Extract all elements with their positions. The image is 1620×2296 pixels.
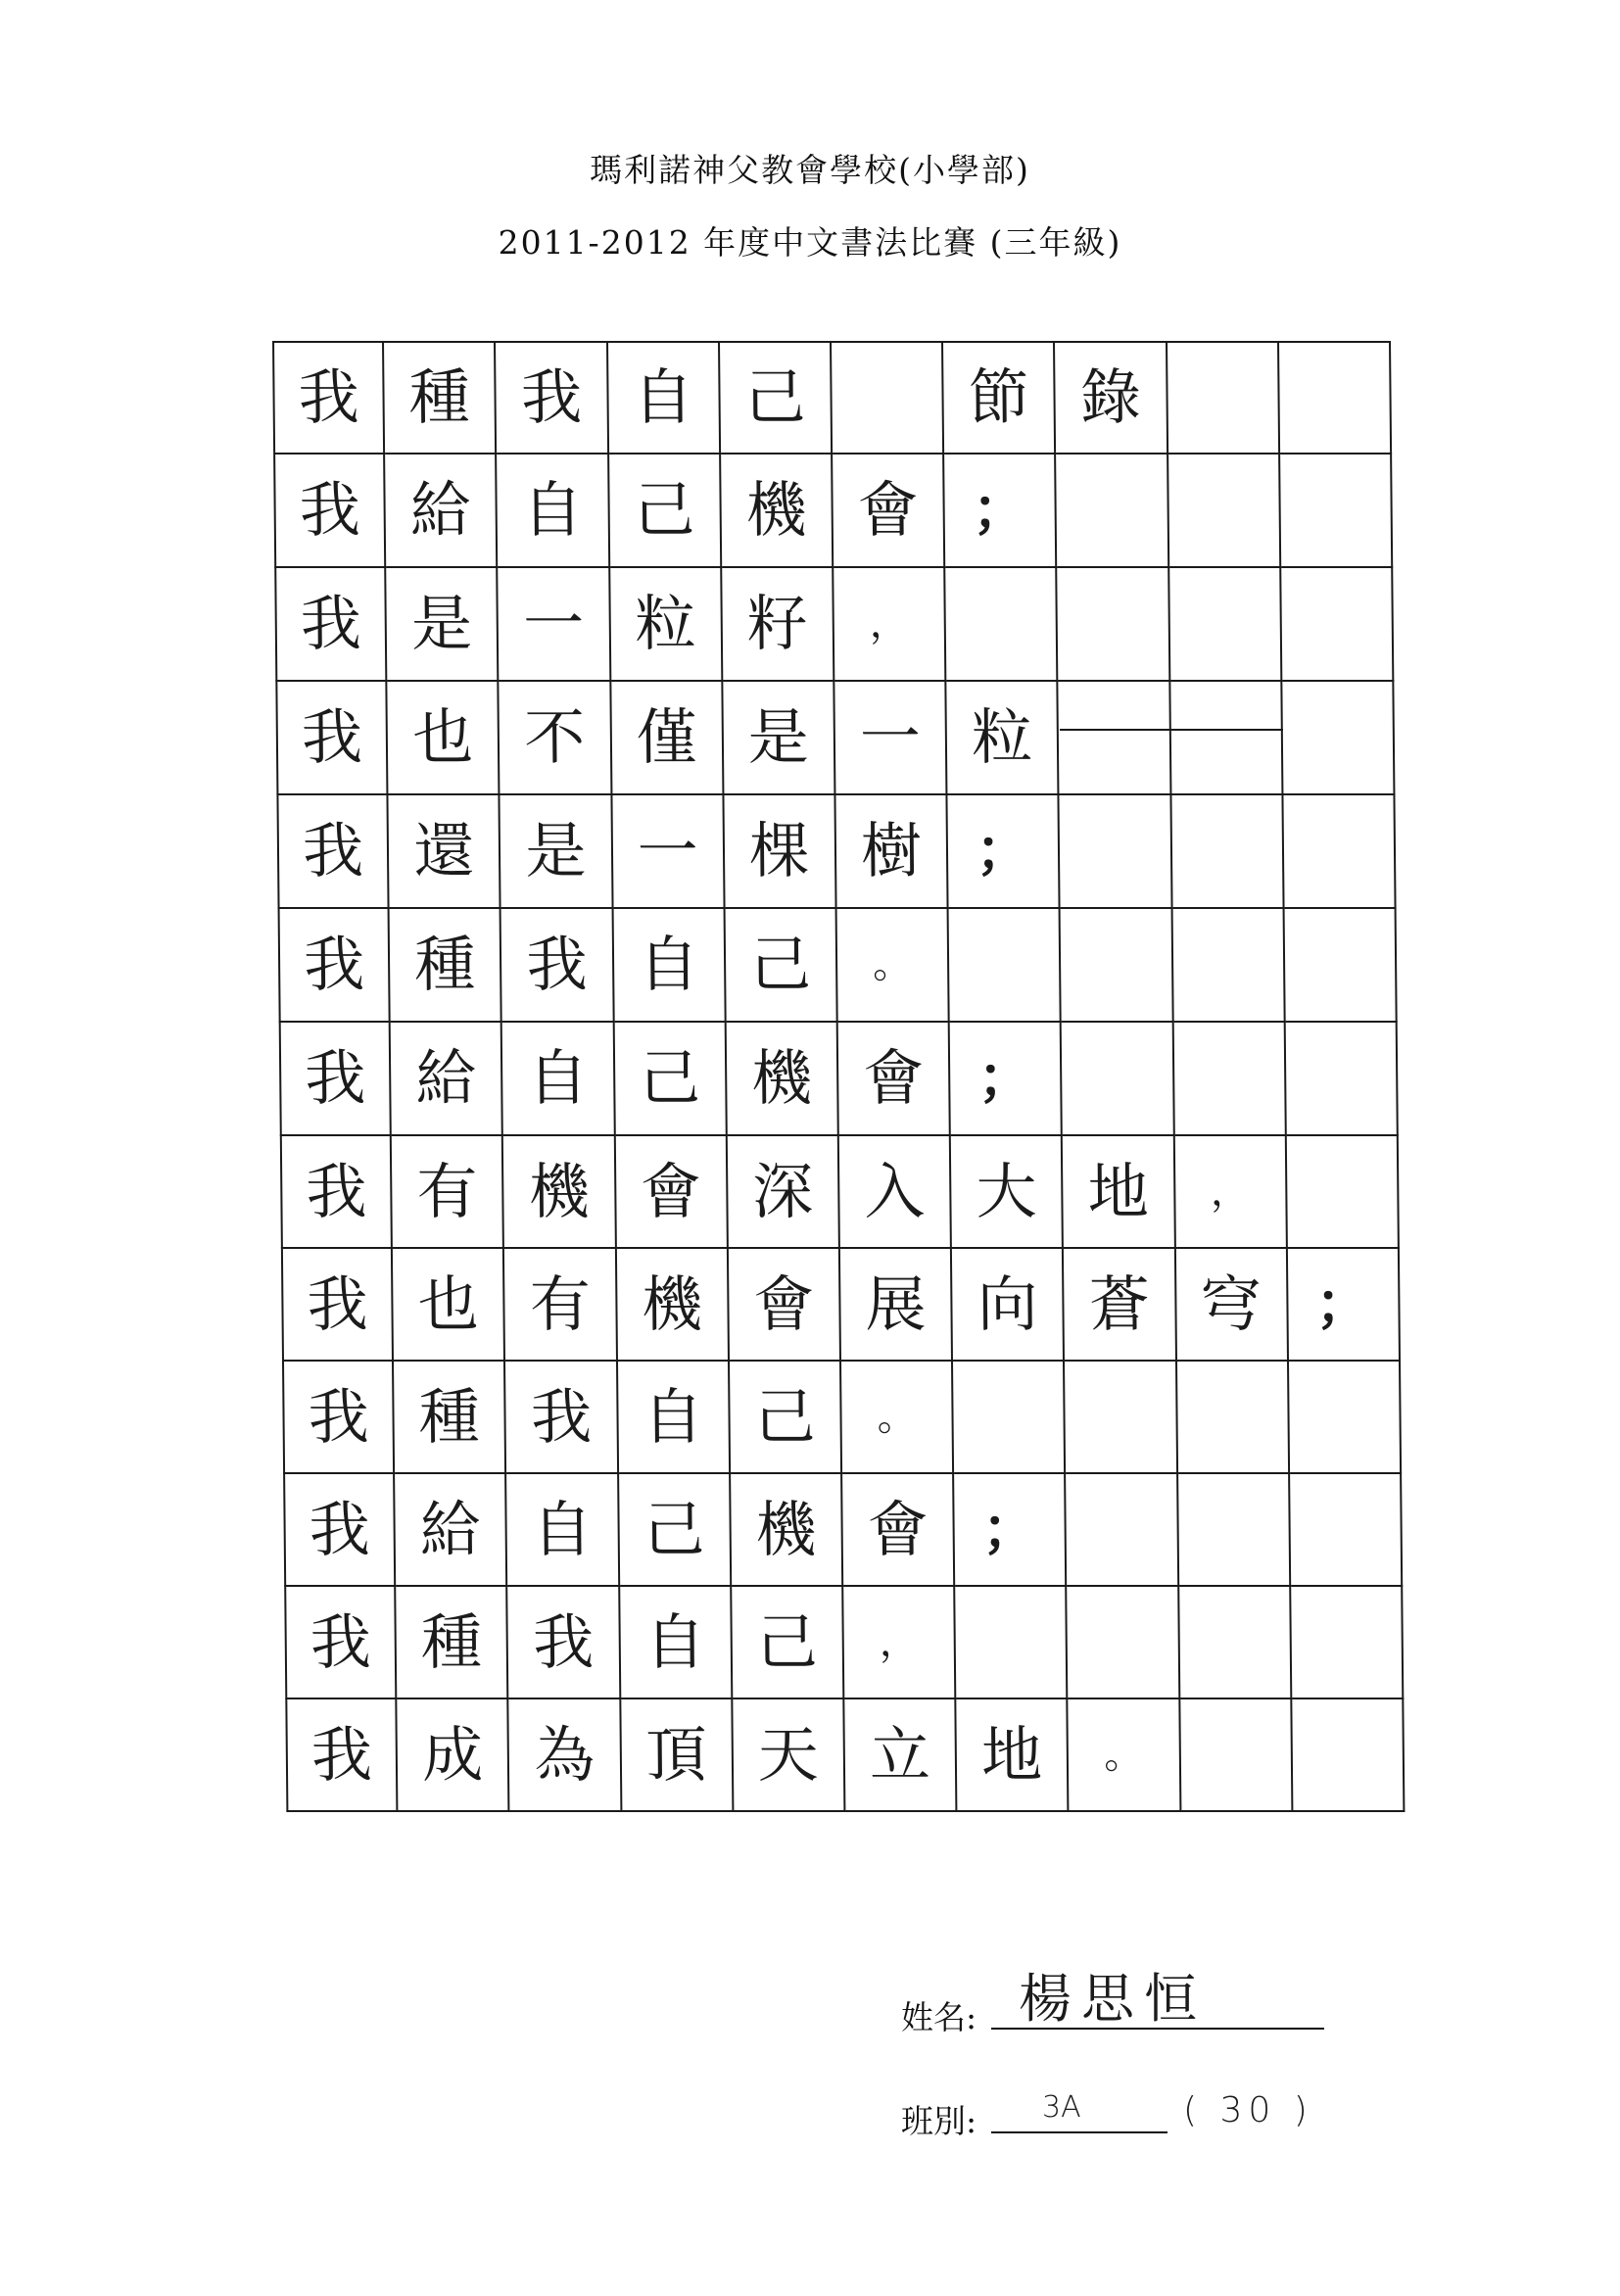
grid-cell: 機 xyxy=(616,1249,729,1362)
grid-cell: 種 xyxy=(396,1587,508,1699)
grid-cell: 。 xyxy=(841,1362,954,1474)
grid-cell: 我 xyxy=(279,1023,392,1136)
grid-cell xyxy=(1282,682,1395,795)
student-name: 楊思恒 xyxy=(1019,1968,1207,2030)
grid-cell: 展 xyxy=(840,1249,953,1362)
grid-row xyxy=(285,1699,1405,1812)
grid-cell: 蒼 xyxy=(1064,1249,1176,1362)
grid-row xyxy=(273,454,1393,568)
grid-cell: 向 xyxy=(952,1249,1065,1362)
grid-cell: 給 xyxy=(391,1023,503,1136)
calligraphy-grid xyxy=(272,341,1405,1816)
grid-cell: 地 xyxy=(1063,1136,1175,1249)
grid-cell: 己 xyxy=(725,909,837,1023)
grid-cell xyxy=(1171,795,1284,909)
grid-cell: 深 xyxy=(728,1136,840,1249)
grid-cell: 大 xyxy=(951,1136,1064,1249)
seat-number: ( 30 ) xyxy=(1183,2090,1313,2130)
grid-cell: 錄 xyxy=(1055,341,1167,454)
grid-row xyxy=(278,909,1398,1023)
grid-cell xyxy=(1178,1474,1291,1587)
class-underline xyxy=(991,2131,1167,2133)
grid-cell: 立 xyxy=(844,1699,957,1812)
grid-cell xyxy=(1060,795,1172,909)
grid-cell: 己 xyxy=(720,341,833,454)
grid-cell: 我 xyxy=(272,341,385,454)
grid-row xyxy=(274,568,1394,682)
grid-cell: 天 xyxy=(733,1699,845,1812)
grid-cell xyxy=(1285,1023,1398,1136)
grid-cell: 自 xyxy=(620,1587,733,1699)
grid-cell: 己 xyxy=(614,1023,727,1136)
grid-cell: 頂 xyxy=(621,1699,734,1812)
grid-cell: 一 xyxy=(499,568,611,682)
grid-cell xyxy=(1292,1699,1405,1812)
grid-cell: 也 xyxy=(393,1249,505,1362)
grid-cell: 會 xyxy=(838,1023,951,1136)
contest-title: 2011-2012 年度中文書法比賽 (三年級) xyxy=(498,223,1122,262)
grid-cell: 也 xyxy=(388,682,500,795)
grid-cell: 種 xyxy=(394,1362,506,1474)
grid-cell: 粒 xyxy=(946,682,1059,795)
grid-cell xyxy=(1167,341,1280,454)
grid-cell: 自 xyxy=(608,341,721,454)
grid-cell: 我 xyxy=(282,1362,395,1474)
grid-row xyxy=(276,795,1396,909)
grid-cell: 機 xyxy=(726,1023,838,1136)
grid-cell xyxy=(1173,1023,1286,1136)
grid-cell: 不 xyxy=(500,682,612,795)
grid-cell: 僅 xyxy=(611,682,724,795)
grid-cell: 我 xyxy=(284,1587,397,1699)
grid-cell xyxy=(1065,1362,1177,1474)
grid-cell xyxy=(1289,1362,1402,1474)
grid-cell: 機 xyxy=(721,454,834,568)
grid-cell: 自 xyxy=(618,1362,731,1474)
grid-row xyxy=(272,341,1392,454)
grid-cell: 己 xyxy=(732,1587,844,1699)
grid-cell: 樹 xyxy=(835,795,948,909)
grid-cell: 會 xyxy=(842,1474,955,1587)
grid-cell xyxy=(1066,1474,1178,1587)
grid-cell: 。 xyxy=(837,909,950,1023)
grid-cell xyxy=(1279,341,1392,454)
grid-cell xyxy=(1172,909,1285,1023)
grid-cell: 是 xyxy=(723,682,835,795)
grid-cell xyxy=(1281,568,1394,682)
grid-cell: 是 xyxy=(500,795,613,909)
grid-cell xyxy=(1290,1474,1403,1587)
grid-cell: 我 xyxy=(496,341,608,454)
grid-cell: 我 xyxy=(505,1362,618,1474)
grid-cell: 我 xyxy=(274,568,387,682)
grid-cell: 我 xyxy=(275,682,388,795)
grid-row xyxy=(275,682,1395,795)
class-value: 3A xyxy=(1042,2090,1081,2125)
grid-row xyxy=(284,1587,1404,1699)
grid-cell: 棵 xyxy=(724,795,836,909)
grid-cell: 己 xyxy=(609,454,722,568)
grid-cell: 有 xyxy=(504,1249,617,1362)
grid-cell: 節 xyxy=(943,341,1056,454)
school-title: 瑪利諾神父教會學校(小學部) xyxy=(590,151,1030,189)
grid-cell: 己 xyxy=(619,1474,732,1587)
grid-cell: ， xyxy=(843,1587,956,1699)
grid-cell: 我 xyxy=(281,1249,394,1362)
grid-cell xyxy=(1169,568,1282,682)
name-label: 姓名: xyxy=(901,1998,977,2036)
grid-cell: 我 xyxy=(280,1136,393,1249)
grid-cell: 機 xyxy=(503,1136,616,1249)
grid-cell: ， xyxy=(834,568,946,682)
grid-cell xyxy=(1061,909,1173,1023)
grid-cell xyxy=(1283,795,1396,909)
grid-cell: 種 xyxy=(390,909,502,1023)
grid-cell xyxy=(1284,909,1397,1023)
grid-cell: ； xyxy=(1288,1249,1401,1362)
grid-cell: ， xyxy=(1174,1136,1287,1249)
grid-cell: 我 xyxy=(273,454,386,568)
grid-cell: 我 xyxy=(278,909,391,1023)
grid-cell: 我 xyxy=(283,1474,396,1587)
grid-cell xyxy=(1062,1023,1174,1136)
grid-cell: 自 xyxy=(613,909,726,1023)
grid-cell xyxy=(1058,568,1170,682)
grid-row xyxy=(282,1362,1402,1474)
grid-cell xyxy=(1059,682,1171,795)
grid-cell xyxy=(945,568,1058,682)
grid-cell: 是 xyxy=(386,568,499,682)
grid-cell xyxy=(1068,1587,1180,1699)
grid-cell: 會 xyxy=(615,1136,728,1249)
grid-cell: 還 xyxy=(389,795,501,909)
grid-cell: 我 xyxy=(501,909,614,1023)
grid-cell: 一 xyxy=(834,682,947,795)
grid-cell xyxy=(832,341,944,454)
grid-cell: ； xyxy=(944,454,1057,568)
grid-cell xyxy=(1286,1136,1399,1249)
grid-cell: 己 xyxy=(730,1362,842,1474)
grid-cell: 自 xyxy=(497,454,609,568)
grid-cell: 成 xyxy=(398,1699,510,1812)
grid-cell: 穹 xyxy=(1175,1249,1288,1362)
grid-cell xyxy=(1180,1699,1293,1812)
grid-cell: 會 xyxy=(833,454,945,568)
grid-cell: 為 xyxy=(509,1699,622,1812)
grid-cell: 籽 xyxy=(722,568,834,682)
grid-cell: 地 xyxy=(956,1699,1069,1812)
grid-cell xyxy=(953,1362,1066,1474)
grid-cell: 入 xyxy=(839,1136,952,1249)
grid-cell xyxy=(1280,454,1393,568)
grid-row xyxy=(283,1474,1403,1587)
grid-cell: 自 xyxy=(506,1474,619,1587)
grid-cell: ； xyxy=(954,1474,1067,1587)
grid-cell: 我 xyxy=(285,1699,398,1812)
grid-cell: 會 xyxy=(729,1249,841,1362)
grid-cell xyxy=(1291,1587,1404,1699)
grid-cell: ； xyxy=(948,795,1061,909)
grid-cell: 機 xyxy=(731,1474,843,1587)
grid-cell: 我 xyxy=(276,795,389,909)
grid-cell: 給 xyxy=(385,454,498,568)
grid-cell: 我 xyxy=(508,1587,621,1699)
grid-cell: 自 xyxy=(502,1023,615,1136)
grid-cell xyxy=(949,909,1062,1023)
grid-cell xyxy=(1168,454,1281,568)
grid-row xyxy=(279,1023,1399,1136)
grid-cell: 粒 xyxy=(610,568,723,682)
grid-cell: 給 xyxy=(395,1474,507,1587)
grid-cell xyxy=(1056,454,1168,568)
grid-cell: 。 xyxy=(1069,1699,1181,1812)
grid-cell: ； xyxy=(950,1023,1063,1136)
grid-cell xyxy=(1179,1587,1292,1699)
grid-row xyxy=(280,1136,1400,1249)
grid-cell xyxy=(1170,682,1283,795)
grid-cell: 一 xyxy=(612,795,725,909)
strike-line xyxy=(1060,729,1283,731)
grid-cell: 有 xyxy=(392,1136,504,1249)
grid-cell: 種 xyxy=(384,341,497,454)
grid-cell xyxy=(1177,1362,1290,1474)
class-label: 班別: xyxy=(901,2102,977,2140)
grid-row xyxy=(281,1249,1401,1362)
grid-cell xyxy=(955,1587,1068,1699)
